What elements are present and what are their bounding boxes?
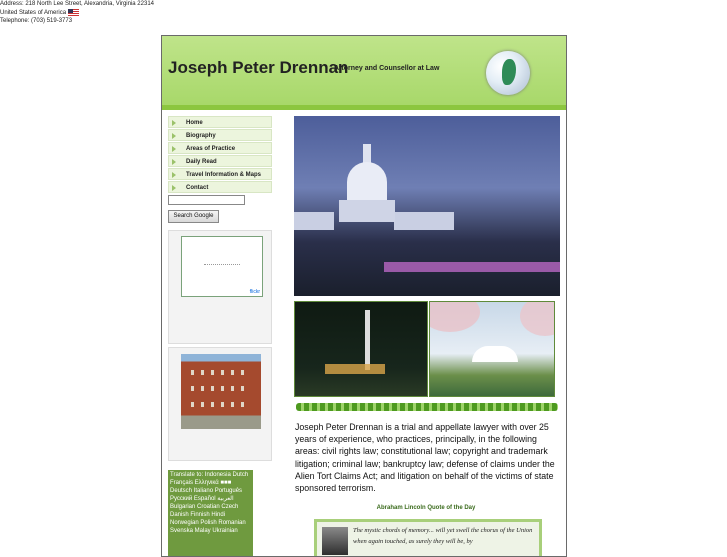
flower-bed	[384, 262, 560, 272]
flickr-logo: flickr	[249, 289, 260, 295]
intro-paragraph: Joseph Peter Drennan is a trial and appellate lawyer with over 25 years of experience, who practices, principally, in the following areas: civil rights law; constitutional law; copyright and trademark litigation; criminal law; bankruptcy law; defense of claims under the Alien Tort Claims Act; and litigation on behalf of the victims of state sponsored terrorism.	[295, 422, 555, 494]
globe-logo-icon	[486, 51, 530, 95]
nav-item-travel-information[interactable]	[168, 168, 272, 180]
dome-body	[347, 162, 387, 200]
arrow-icon	[172, 120, 176, 126]
window	[211, 370, 214, 375]
arrow-icon	[172, 185, 176, 191]
nav-item-daily-read[interactable]	[168, 155, 272, 167]
city-lights	[325, 364, 385, 374]
country-line	[0, 9, 154, 18]
nav-label: Home	[186, 120, 203, 126]
building-photo-box	[168, 347, 272, 461]
site-header	[162, 36, 566, 110]
window	[201, 386, 204, 391]
arrow-icon	[172, 159, 176, 165]
lincoln-portrait	[322, 527, 348, 555]
capitol-wing	[394, 212, 454, 230]
quote-title: Abraham Lincoln Quote of the Day	[376, 505, 476, 511]
window	[221, 402, 224, 407]
nav-label: Contact	[186, 185, 209, 191]
nav-label: Areas of Practice	[186, 146, 236, 152]
cherry-blossom	[429, 301, 480, 332]
window	[191, 402, 194, 407]
arrow-icon	[172, 133, 176, 139]
nav-item-biography[interactable]	[168, 129, 272, 141]
loading-indicator	[204, 264, 240, 266]
window	[221, 386, 224, 391]
address-text: Address: 218 North Lee Street, Alexandria, Virginia 22314	[0, 1, 154, 7]
office-building-image	[181, 354, 261, 429]
nav-item-areas-of-practice[interactable]	[168, 142, 272, 154]
window	[221, 370, 224, 375]
capitol-photo	[294, 116, 560, 296]
capitol-wing	[294, 212, 334, 230]
window	[231, 370, 234, 375]
jefferson-memorial-photo	[429, 301, 555, 397]
quote-box	[314, 519, 542, 557]
telephone-text: Telephone: (703) 519-3773	[0, 18, 73, 25]
page-frame	[161, 35, 567, 557]
arrow-icon	[172, 172, 176, 178]
celtic-divider	[296, 403, 558, 411]
washington-monument-photo	[294, 301, 428, 397]
window	[201, 402, 204, 407]
search-google-button[interactable]: Search Google	[168, 210, 219, 223]
window	[241, 370, 244, 375]
nav-item-home[interactable]	[168, 116, 272, 128]
dome-base	[339, 200, 395, 222]
window	[231, 402, 234, 407]
nav-label: Travel Information & Maps	[186, 172, 262, 178]
site-subtitle: Attorney and Counsellor at Law	[334, 65, 440, 72]
translate-widget[interactable]: Translate to: Indonesia Dutch Français Ελληνικά ■■■ Deutsch Italiano Português Русский Español العربية Bulgarian Croatian Czech Danish Finnish Hindi Norwegian Polish Romanian Svenska Malay Ukrainian	[168, 470, 253, 557]
window	[201, 370, 204, 375]
nav-item-contact[interactable]	[168, 181, 272, 193]
search-input[interactable]	[168, 195, 245, 205]
country-text: United States of America	[0, 9, 67, 16]
arrow-icon	[172, 146, 176, 152]
us-flag-icon	[68, 9, 79, 16]
capitol-dome	[339, 136, 395, 222]
flickr-widget	[168, 230, 272, 344]
nav-label: Daily Read	[186, 159, 217, 165]
quote-text: The mystic chords of memory... will yet swell the chorus of the Union when again touched, as surely they will be, by	[353, 527, 533, 545]
window	[241, 386, 244, 391]
window	[191, 386, 194, 391]
flickr-badge[interactable]	[181, 236, 263, 297]
window	[231, 386, 234, 391]
window	[191, 370, 194, 375]
window	[211, 402, 214, 407]
memorial-dome	[472, 346, 518, 362]
obelisk	[365, 310, 370, 370]
sidebar-nav	[168, 116, 272, 194]
window	[211, 386, 214, 391]
contact-info	[0, 0, 154, 26]
window	[241, 402, 244, 407]
cherry-blossom	[520, 301, 555, 336]
site-title: Joseph Peter Drennan	[168, 58, 349, 77]
nav-label: Biography	[186, 133, 216, 139]
